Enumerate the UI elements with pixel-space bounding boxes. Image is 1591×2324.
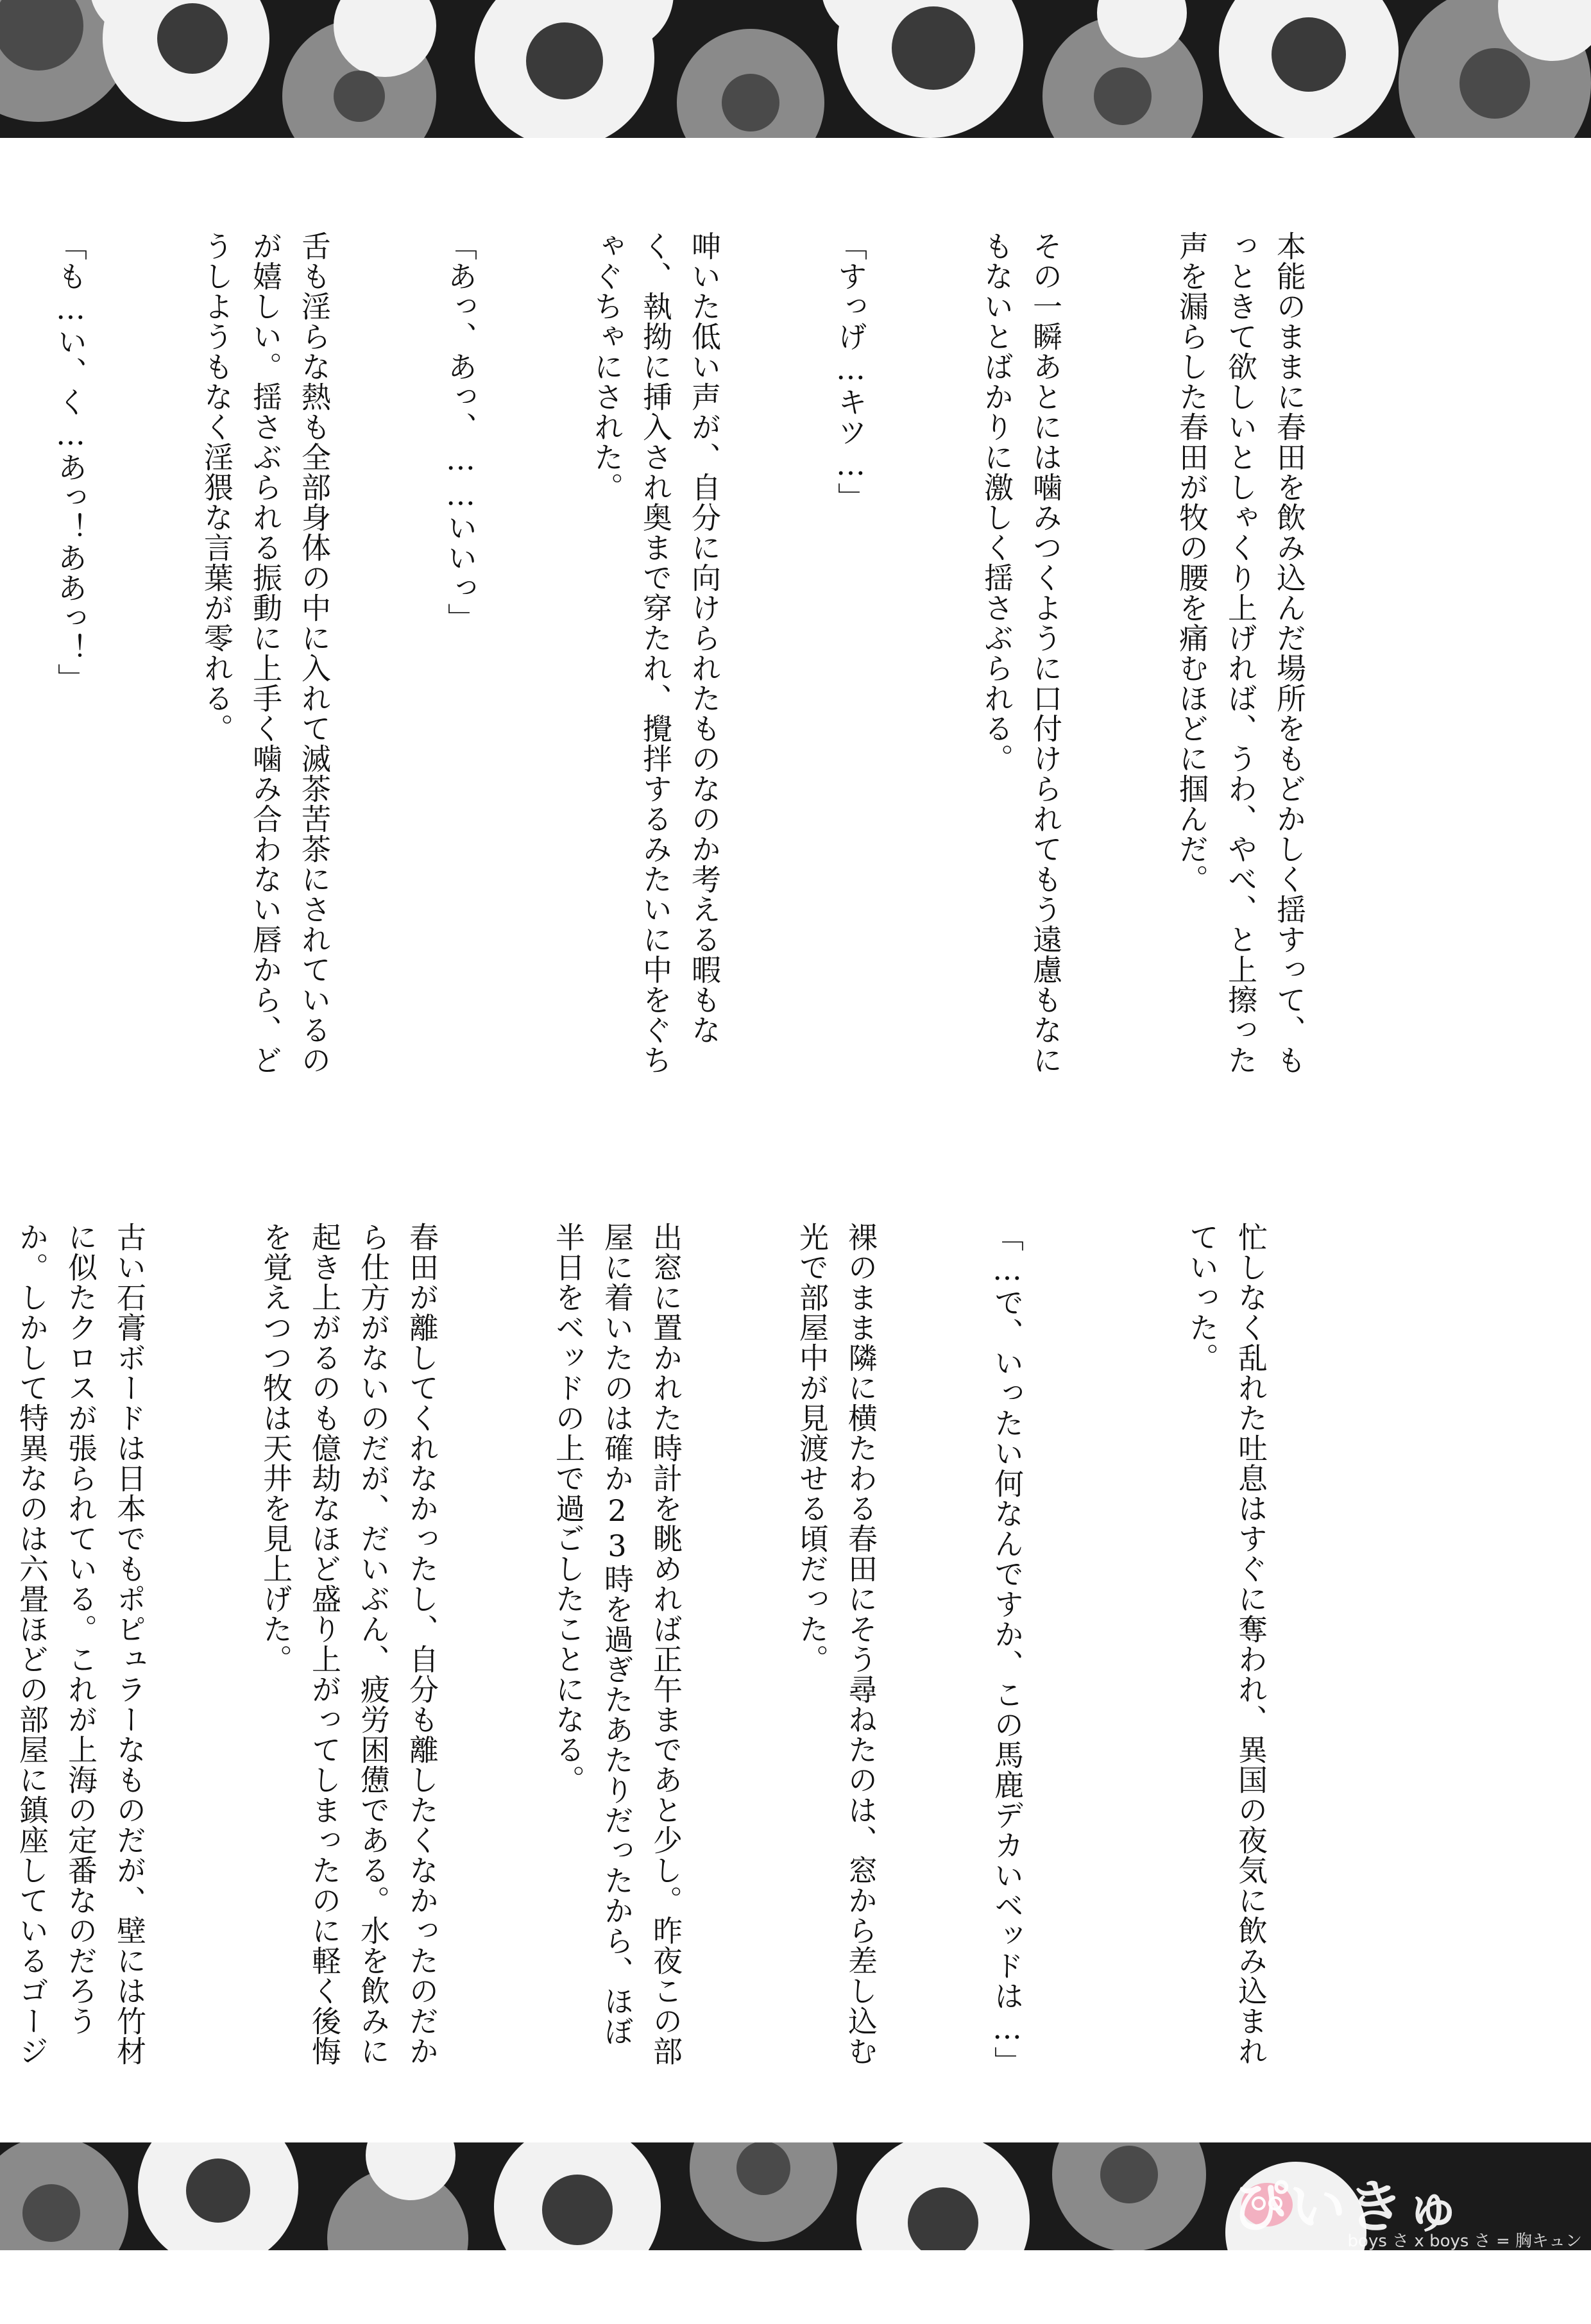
- paragraph: 裸のまま隣に横たわる春田にそう尋ねたのは、窓から差し込む光で部屋中が見渡せる頃だった。: [795, 1222, 878, 2066]
- paragraph: 本能のままに春田を飲み込んだ場所をもどかしく揺すって、もっときて欲しいとしゃくり上げれば、うわ、やべ、と上擦った声を漏らした春田が牧の腰を痛むほどに掴んだ。: [1175, 231, 1307, 1075]
- top-flower-band: [0, 0, 1591, 138]
- flower-cluster-3: [282, 0, 436, 138]
- paragraph: 忙しなく乱れた吐息はすぐに奪われ、異国の夜気に飲み込まれていった。: [1185, 1222, 1268, 2066]
- flower-cluster-b3: [327, 2142, 468, 2250]
- flower-cluster-5: [677, 29, 824, 138]
- lower-text-block: [15, 1222, 1373, 2076]
- dialogue-line: 「あっ、あっ、……いいっ」: [443, 231, 478, 633]
- paragraph: 出窓に置かれた時計を眺めれば正午まであと少し。昨夜この部屋に着いたのは確か23時を過ぎたあたりだったから、ほぼ半日をベッドの上で過ごしたことになる。: [551, 1222, 683, 2066]
- flower-cluster-b7: [1052, 2142, 1206, 2250]
- flower-cluster-b4: [494, 2142, 661, 2250]
- flower-cluster-4: [475, 0, 674, 138]
- flower-cluster-2: [90, 0, 269, 122]
- flower-cluster-7: [1042, 0, 1203, 138]
- flower-cluster-8: [1219, 0, 1399, 138]
- publisher-watermark: [1232, 2159, 1591, 2321]
- flower-pattern-top: [0, 0, 1591, 138]
- flower-cluster-b1: [0, 2142, 128, 2250]
- watermark-tagline: boys さ x boys さ = 胸キュン: [1347, 2232, 1582, 2251]
- flower-cluster-9: [1399, 0, 1591, 138]
- flower-cluster-b6: [856, 2142, 1030, 2250]
- watermark-title: ぴいきゅん。: [1232, 2174, 1463, 2321]
- paragraph: 春田が離してくれなかったし、自分も離したくなかったのだから仕方がないのだが、だいぶん、疲労困憊である。水を飲みに起き上がるのも億劫なほど盛り上がってしまったのに軽く後悔を覚えつつ牧は天井を見上げた。: [259, 1222, 439, 2066]
- flower-cluster-6: [821, 0, 1023, 138]
- paragraph: 舌も淫らな熱も全部身体の中に入れて滅茶苦茶にされているのが嬉しい。揺さぶられる振動に上手く噛み合わない唇から、どうしようもなく淫猥な言葉が零れる。: [200, 231, 332, 1075]
- flower-cluster-b5: [690, 2142, 837, 2242]
- dialogue-line: 「…で、いったい何なんですか、この馬鹿デカいベッドは…」: [990, 1222, 1025, 2076]
- dialogue-line: 「すっげ…キツ…」: [833, 231, 868, 513]
- paragraph: その一瞬あとには噛みつくように口付けられてもう遠慮もなにもないとばかりに激しく揺さぶられる。: [980, 231, 1063, 1075]
- paragraph: 古い石膏ボードは日本でもポピュラーなものだが、壁には竹材に似たクロスが張られている。これが上海の定番なのだろうか。しかして特異なのは六畳ほどの部屋に鎮座しているゴージ: [15, 1222, 147, 2066]
- flower-cluster-b2: [138, 2142, 298, 2250]
- paragraph: 呻いた低い声が、自分に向けられたものなのか考える暇もなく、執拗に挿入され奥まで穿たれ、攪拌するみたいに中をぐちゃぐちゃにされた。: [590, 231, 722, 1075]
- upper-text-block: [53, 231, 1411, 1103]
- dialogue-line: 「も…い、く…あっ！ああっ！」: [53, 231, 88, 693]
